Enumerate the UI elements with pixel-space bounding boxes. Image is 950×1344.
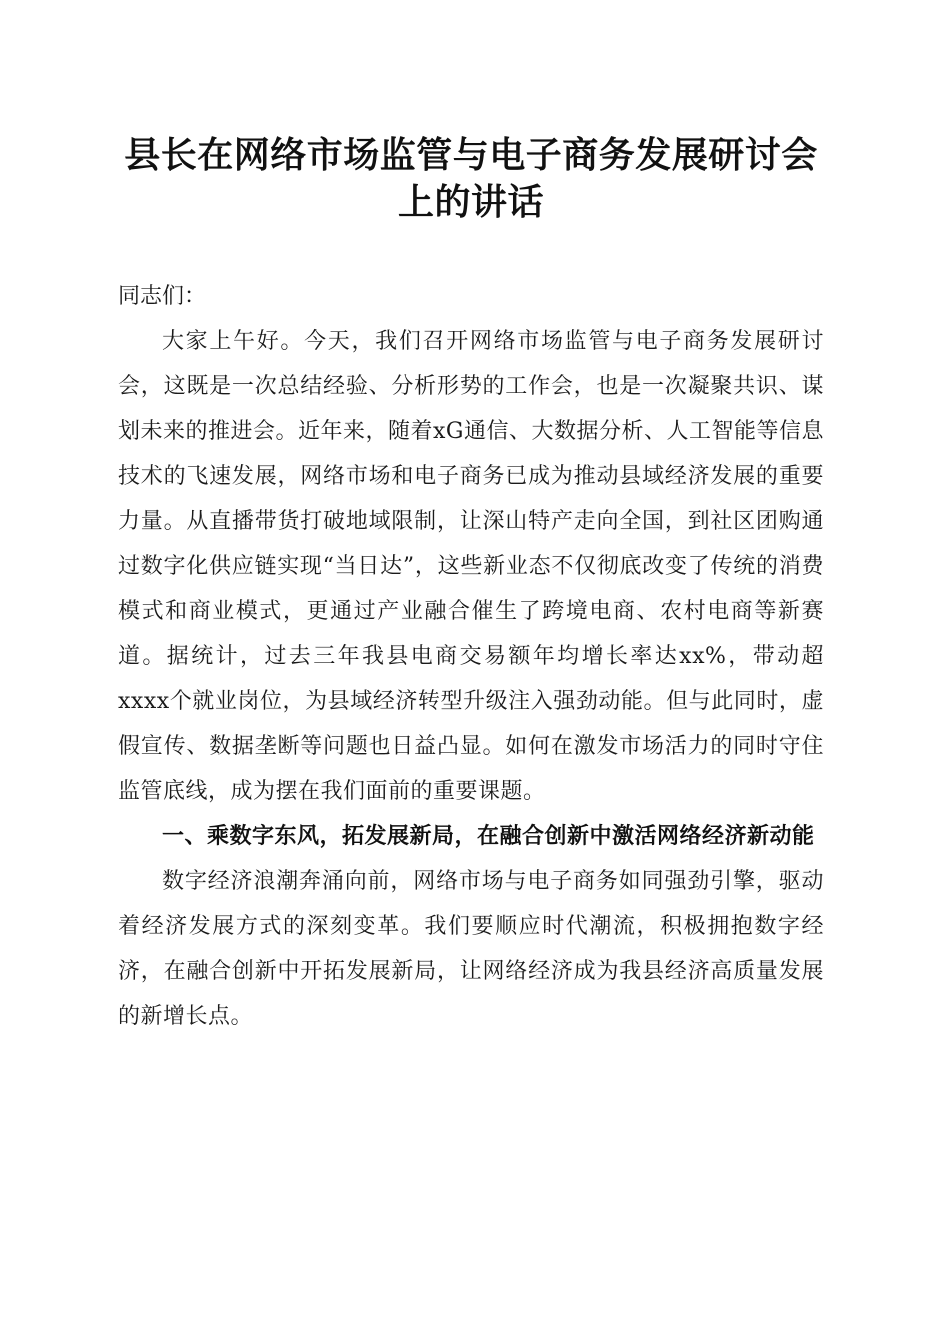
document-page [118, 132, 824, 1039]
intro-paragraph: 大家上午好。今天，我们召开网络市场监管与电子商务发展研讨会，这既是一次总结经验、分析形势的工作会，也是一次凝聚共识、谋划未来的推进会。近年来，随着xG通信、大数据分析、人工智能等信息技术的飞速发展，网络市场和电子商务已成为推动县域经济发展的重要力量。从直播带货打破地域限制，让深山特产走向全国，到社区团购通过数字化供应链实现“当日达”，这些新业态不仅彻底改变了传统的消费模式和商业模式，更通过产业融合催生了跨境电商、农村电商等新赛道。据统计，过去三年我县电商交易额年均增长率达xx%，带动超xxxx个就业岗位，为县域经济转型升级注入强劲动能。但与此同时，虚假宣传、数据垄断等问题也日益凸显。如何在激发市场活力的同时守住监管底线，成为摆在我们面前的重要课题。 [118, 329, 824, 804]
section-heading-1: 一、乘数字东风，拓发展新局，在融合创新中激活网络经济新动能 [162, 824, 815, 849]
salutation: 同志们： [118, 284, 207, 309]
section-1-paragraph: 数字经济浪潮奔涌向前，网络市场与电子商务如同强劲引擎，驱动着经济发展方式的深刻变革。我们要顺应时代潮流，积极拥抱数字经济，在融合创新中开拓发展新局，让网络经济成为我县经济高质量发展的新增长点。 [118, 869, 824, 1029]
document-title: 县长在网络市场监管与电子商务发展研讨会上的讲话 [124, 134, 818, 223]
